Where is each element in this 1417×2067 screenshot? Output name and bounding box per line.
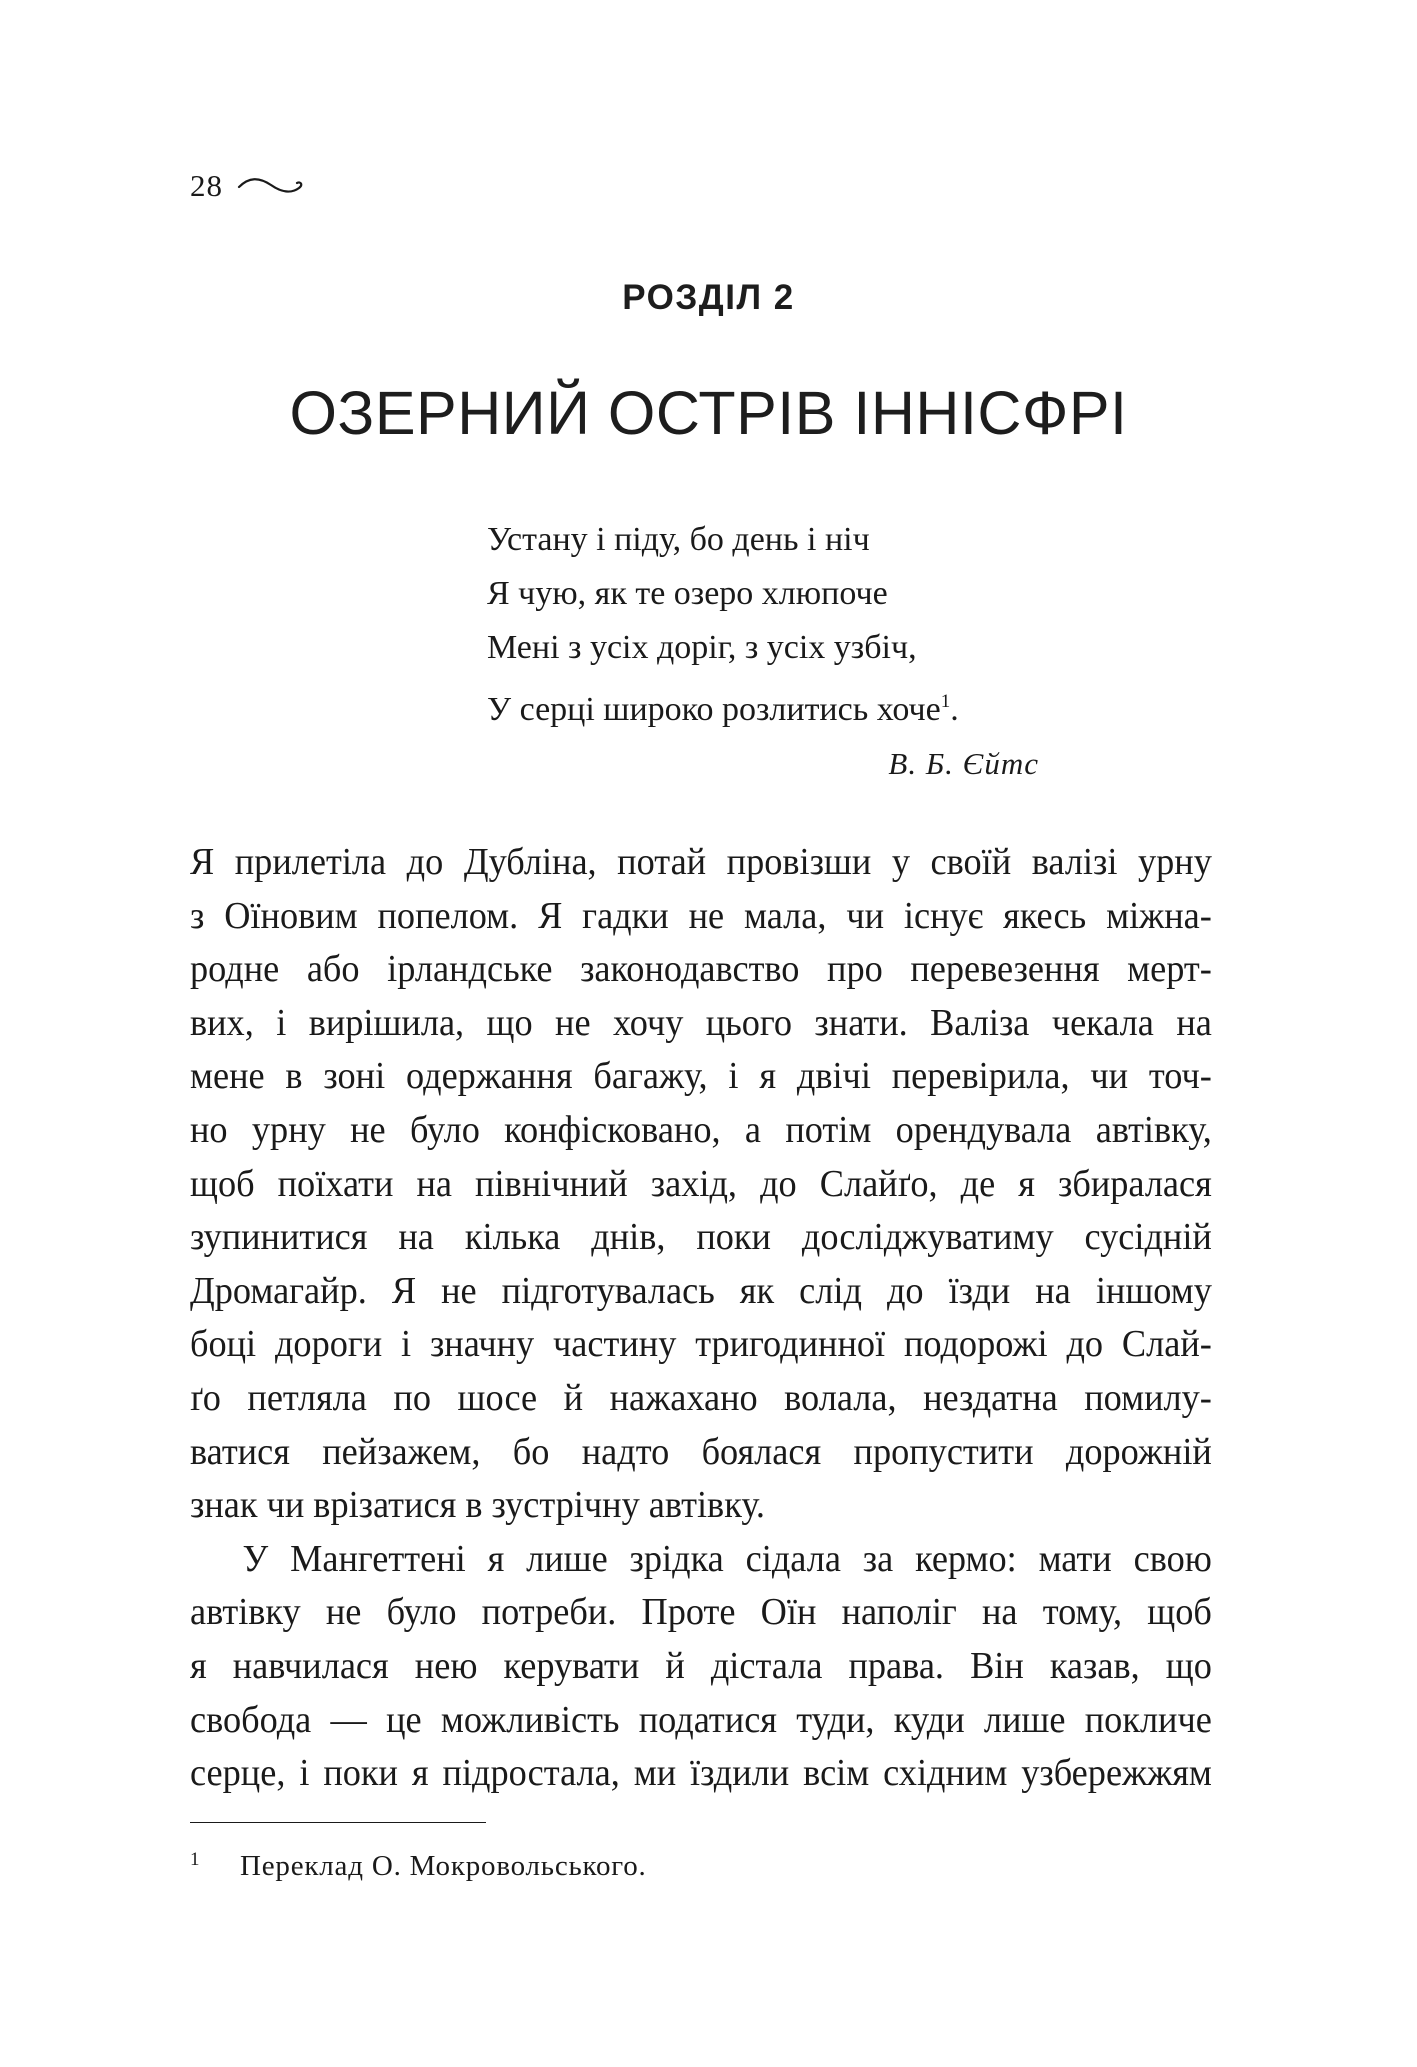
epigraph-line: Мені з усіх доріг, з усіх узбіч, — [487, 629, 917, 666]
text-line: боці дороги і значну частину тригодинної подорожі до Слай- — [190, 1323, 1212, 1366]
epigraph-line — [487, 675, 959, 737]
chapter-title: ОЗЕРНИЙ ОСТРІВ ІННІСФРІ — [289, 379, 1128, 447]
page-number: 28 — [190, 168, 223, 203]
epigraph-line: Я чую, як те озеро хлюпоче — [487, 575, 888, 612]
text-line: знак чи врізатися в зустрічну автівку. — [190, 1484, 765, 1527]
text-line: вих, і вирішила, що не хочу цього знати. Валіза чекала на — [190, 1001, 1212, 1044]
footnote — [190, 1850, 647, 1883]
text-line: з Оїновим попелом. Я гадки не мала, чи існує якесь міжна- — [190, 894, 1212, 937]
paragraph — [190, 1533, 1212, 1801]
text-line: автівку не було потреби. Проте Оїн наполіг на тому, щоб — [190, 1591, 1212, 1634]
text-line: я навчилася нею керувати й дістала права. Він казав, що — [190, 1644, 1212, 1687]
text-line: мене в зоні одержання багажу, і я двічі перевірила, чи точ- — [190, 1055, 1212, 1098]
text-line: ґо петляла по шосе й нажахано волала, нездатна помилу- — [190, 1376, 1212, 1419]
footnote-reference: 1 — [940, 691, 951, 712]
footnote-divider — [190, 1822, 486, 1823]
text-line: щоб поїхати на північний захід, до Слайґо, де я збиралася — [190, 1162, 1212, 1205]
text-line: Дромагайр. Я не підготувалась як слід до їзди на іншому — [190, 1269, 1212, 1312]
text-line: родне або ірландське законодавство про перевезення мерт- — [190, 948, 1212, 991]
running-header — [190, 168, 305, 204]
footnote-mark: 1 — [190, 1849, 201, 1870]
footnote-text: Переклад О. Мокровольського. — [240, 1850, 647, 1882]
text-line: свобода — це можливість податися туди, куди лише покличе — [190, 1698, 1212, 1741]
body-text — [190, 836, 1212, 1801]
text-line: серце, і поки я підростала, ми їздили всім східним узбережжям — [190, 1752, 1212, 1795]
epigraph-period: . — [950, 691, 959, 728]
text-line: ватися пейзажем, бо надто боялася пропустити дорожній — [190, 1430, 1212, 1473]
epigraph-author: В. Б. Єйтс — [888, 746, 1039, 781]
epigraph-line: Устану і піду, бо день і ніч — [487, 521, 870, 558]
paragraph — [190, 836, 1212, 1533]
text-line: но урну не було конфісковано, а потім орендувала автівку, — [190, 1108, 1212, 1151]
swash-ornament-icon — [237, 173, 305, 199]
chapter-label: РОЗДІЛ 2 — [622, 278, 795, 317]
text-line: зупинитися на кілька днів, поки досліджуватиму сусідній — [190, 1216, 1212, 1259]
epigraph — [487, 513, 959, 737]
epigraph-line-text: У серці широко розлитись хоче — [487, 691, 941, 728]
text-line: Я прилетіла до Дубліна, потай провізши у своїй валізі урну — [190, 841, 1212, 883]
text-line: У Мангеттені я лише зрідка сідала за кермо: мати свою — [242, 1537, 1212, 1580]
